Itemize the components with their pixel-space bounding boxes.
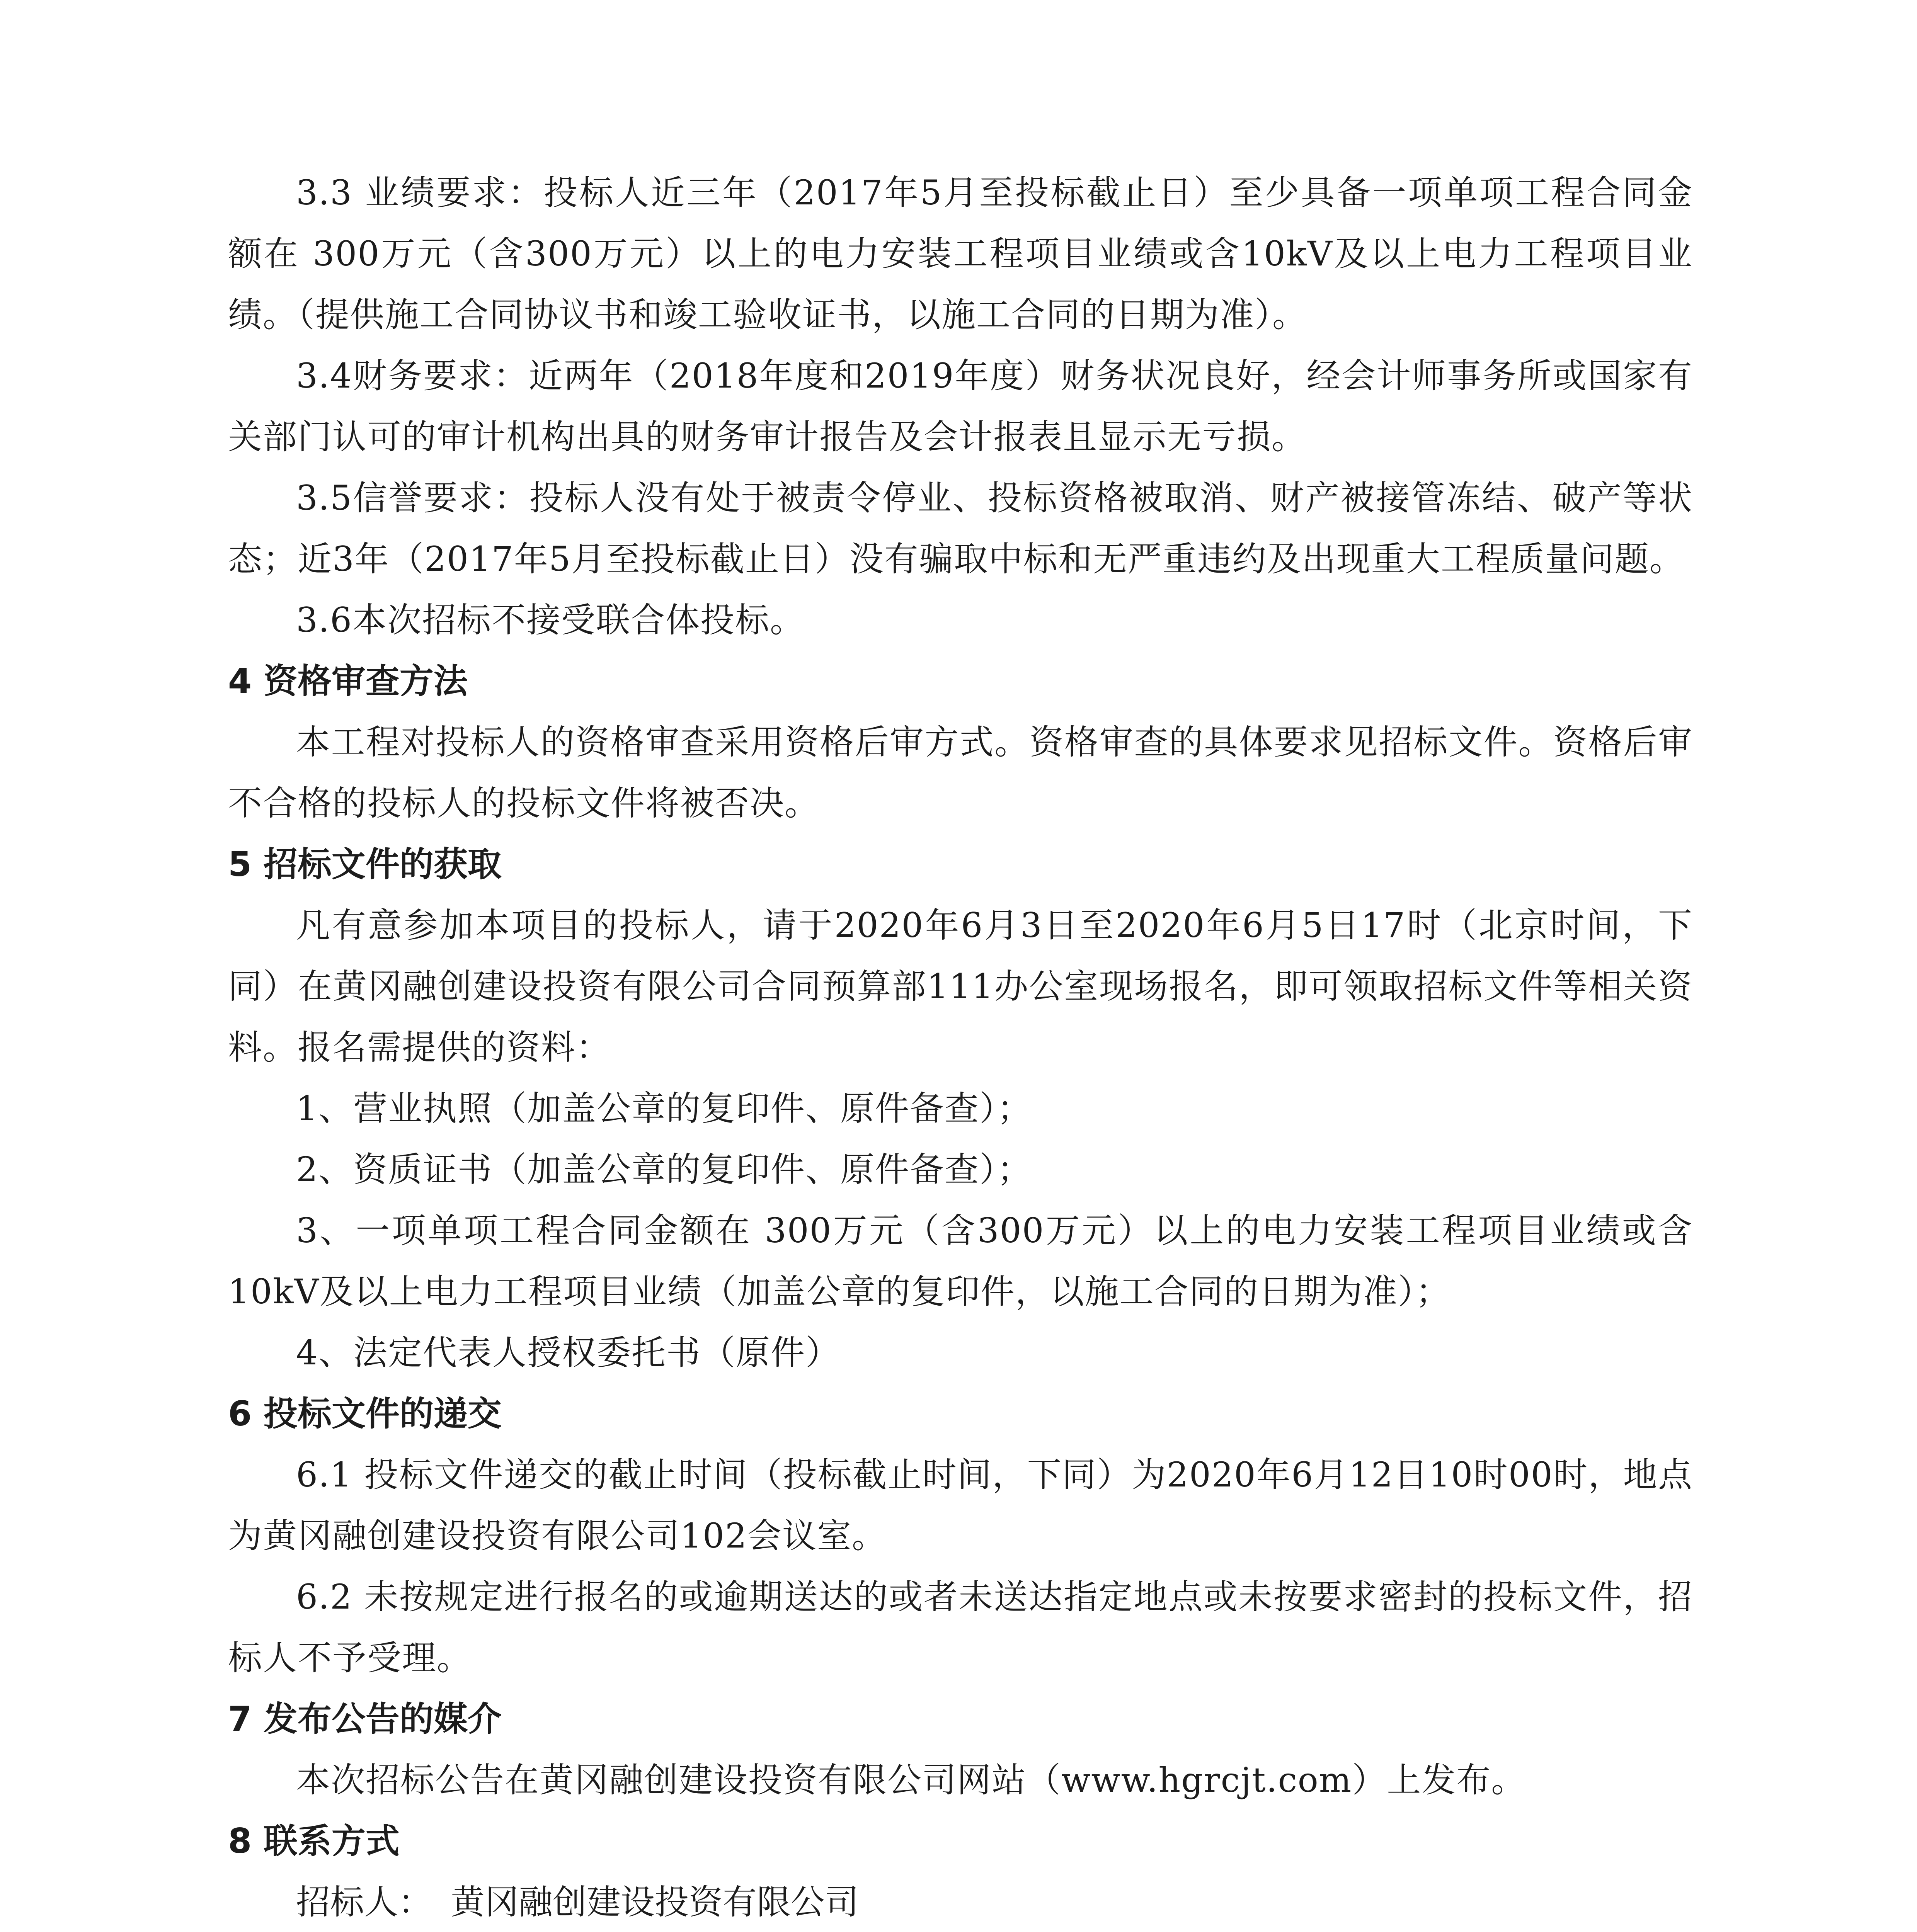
paragraph-6-1: 6.1 投标文件递交的截止时间（投标截止时间，下同）为2020年6月12日10时00时，地点为黄冈融创建设投资有限公司102会议室。: [228, 1455, 1693, 1556]
paragraph-3-3: 3.3 业绩要求：投标人近三年（2017年5月至投标截止日）至少具备一项单项工程合同金额在 300万元（含300万元）以上的电力安装工程项目业绩或含10kV及以上电力工程项目业绩。（提供施工合同协议书和竣工验收证书，以施工合同的日期为准）。: [228, 173, 1693, 335]
paragraph-3-4: 3.4财务要求：近两年（2018年度和2019年度）财务状况良好，经会计师事务所或国家有关部门认可的审计机构出具的财务审计报告及会计报表且显示无亏损。: [228, 356, 1693, 457]
paragraph-7: 本次招标公告在黄冈融创建设投资有限公司网站（www.hgrcjt.com）上发布。: [296, 1760, 1526, 1800]
heading-section-5: 5 招标文件的获取: [228, 844, 502, 884]
heading-section-6: 6 投标文件的递交: [228, 1394, 502, 1434]
list-item-4: 4、法定代表人授权委托书（原件）: [296, 1333, 840, 1372]
heading-section-7: 7 发布公告的媒介: [228, 1699, 502, 1739]
tenderer-label: 招标人：: [296, 1882, 432, 1922]
list-item-1: 1、营业执照（加盖公章的复印件、原件备查）；: [296, 1088, 1032, 1128]
document-body: [228, 162, 1693, 1932]
heading-section-8: 8 联系方式: [228, 1821, 400, 1861]
paragraph-5: 凡有意参加本项目的投标人，请于2020年6月3日至2020年6月5日17时（北京时间，下同）在黄冈融创建设投资有限公司合同预算部111办公室现场报名，即可领取招标文件等相关资料。报名需提供的资料：: [228, 905, 1693, 1067]
tenderer-value: 黄冈融创建设投资有限公司: [451, 1882, 859, 1922]
contact-tenderer: [228, 1872, 1693, 1932]
paragraph-6-2: 6.2 未按规定进行报名的或逾期送达的或者未送达指定地点或未按要求密封的投标文件，招标人不予受理。: [228, 1577, 1693, 1678]
heading-section-4: 4 资格审查方法: [228, 661, 468, 701]
paragraph-3-5: 3.5信誉要求：投标人没有处于被责令停业、投标资格被取消、财产被接管冻结、破产等状态；近3年（2017年5月至投标截止日）没有骗取中标和无严重违约及出现重大工程质量问题。: [228, 478, 1693, 579]
paragraph-3-6: 3.6本次招标不接受联合体投标。: [296, 600, 805, 640]
paragraph-4: 本工程对投标人的资格审查采用资格后审方式。资格审查的具体要求见招标文件。资格后审不合格的投标人的投标文件将被否决。: [228, 722, 1693, 823]
list-item-2: 2、资质证书（加盖公章的复印件、原件备查）；: [296, 1150, 1032, 1189]
list-item-3: 3、一项单项工程合同金额在 300万元（含300万元）以上的电力安装工程项目业绩或含10kV及以上电力工程项目业绩（加盖公章的复印件，以施工合同的日期为准）；: [228, 1211, 1693, 1311]
